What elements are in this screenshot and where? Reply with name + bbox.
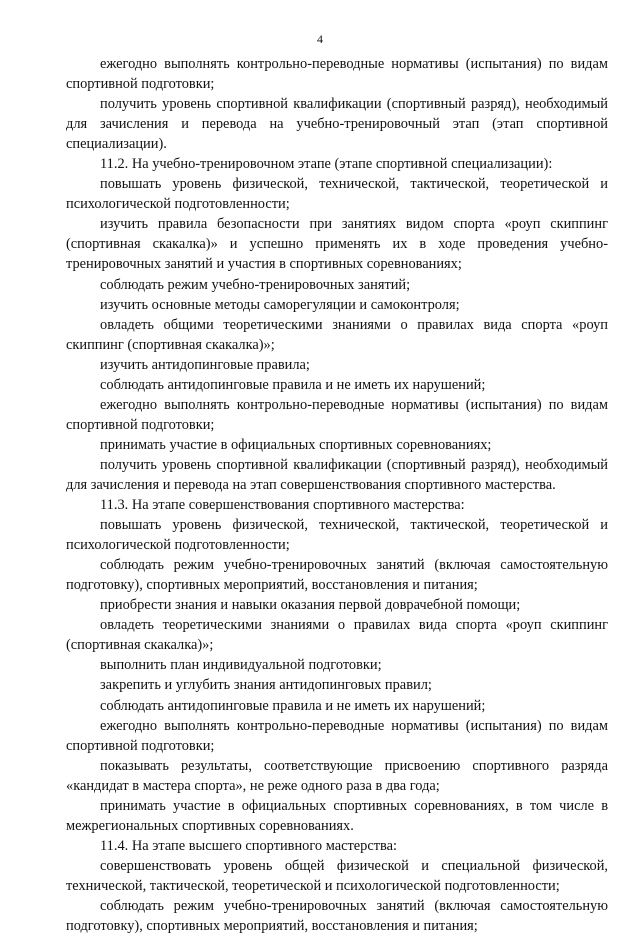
section-heading: 11.3. На этапе совершенствования спортивного мастерства:: [100, 497, 465, 514]
paragraph: выполнить план индивидуальной подготовки;: [100, 657, 382, 674]
paragraph: соблюдать режим учебно-тренировочных занятий (включая самостоятельную подготовку), спортивных мероприятий, восстановления и питания;: [66, 557, 608, 594]
paragraph: соблюдать режим учебно-тренировочных занятий (включая самостоятельную подготовку), спортивных мероприятий, восстановления и питания;: [66, 897, 608, 935]
paragraph: ежегодно выполнять контрольно-переводные нормативы (испытания) по видам спортивной подготовки;: [66, 56, 608, 93]
section-heading: 11.2. На учебно-тренировочном этапе (этапе спортивной специализации):: [100, 156, 553, 173]
paragraph: показывать результаты, соответствующие присвоению спортивного разряда «кандидат в мастера спорта», не реже одного раза в два года;: [66, 757, 608, 794]
document-body: [66, 54, 608, 936]
paragraph: получить уровень спортивной квалификации (спортивный разряд), необходимый для зачисления и перевода на этап совершенствования спортивного мастерства.: [66, 456, 608, 493]
paragraph: изучить антидопинговые правила;: [100, 356, 310, 373]
paragraph: закрепить и углубить знания антидопинговых правил;: [100, 677, 432, 694]
paragraph: ежегодно выполнять контрольно-переводные нормативы (испытания) по видам спортивной подготовки;: [66, 396, 608, 433]
paragraph: повышать уровень физической, технической, тактической, теоретической и психологической подготовленности;: [66, 517, 608, 554]
paragraph: приобрести знания и навыки оказания первой доврачебной помощи;: [100, 597, 521, 614]
paragraph: изучить основные методы саморегуляции и самоконтроля;: [100, 296, 460, 313]
paragraph: принимать участие в официальных спортивных соревнованиях;: [100, 436, 492, 453]
paragraph: получить уровень спортивной квалификации (спортивный разряд), необходимый для зачисления и перевода на учебно-тренировочный этап (этап спортивной специализации).: [66, 96, 608, 153]
paragraph: повышать уровень физической, технической, тактической, теоретической и психологической подготовленности;: [66, 176, 608, 213]
page-number: 4: [317, 32, 323, 46]
paragraph: совершенствовать уровень общей физической и специальной физической, технической, тактической, теоретической и психологической подготовленности;: [66, 857, 608, 894]
paragraph: принимать участие в официальных спортивных соревнованиях, в том числе в межрегиональных спортивных соревнованиях.: [66, 797, 608, 834]
paragraph: соблюдать режим учебно-тренировочных занятий;: [100, 276, 411, 293]
paragraph: соблюдать антидопинговые правила и не иметь их нарушений;: [100, 697, 486, 714]
paragraph: овладеть общими теоретическими знаниями о правилах вида спорта «роуп скиппинг (спортивная скакалка)»;: [66, 316, 608, 353]
paragraph: изучить правила безопасности при занятиях видом спорта «роуп скиппинг (спортивная скакалка)» и успешно применять их в ходе проведения учебно-тренировочных занятий и участия в спортивных соревнованиях;: [66, 216, 608, 273]
paragraph: соблюдать антидопинговые правила и не иметь их нарушений;: [100, 376, 486, 393]
section-heading: 11.4. На этапе высшего спортивного мастерства:: [100, 837, 398, 854]
paragraph: овладеть теоретическими знаниями о правилах вида спорта «роуп скиппинг (спортивная скакалка)»;: [66, 617, 608, 654]
paragraph: ежегодно выполнять контрольно-переводные нормативы (испытания) по видам спортивной подготовки;: [66, 717, 608, 754]
